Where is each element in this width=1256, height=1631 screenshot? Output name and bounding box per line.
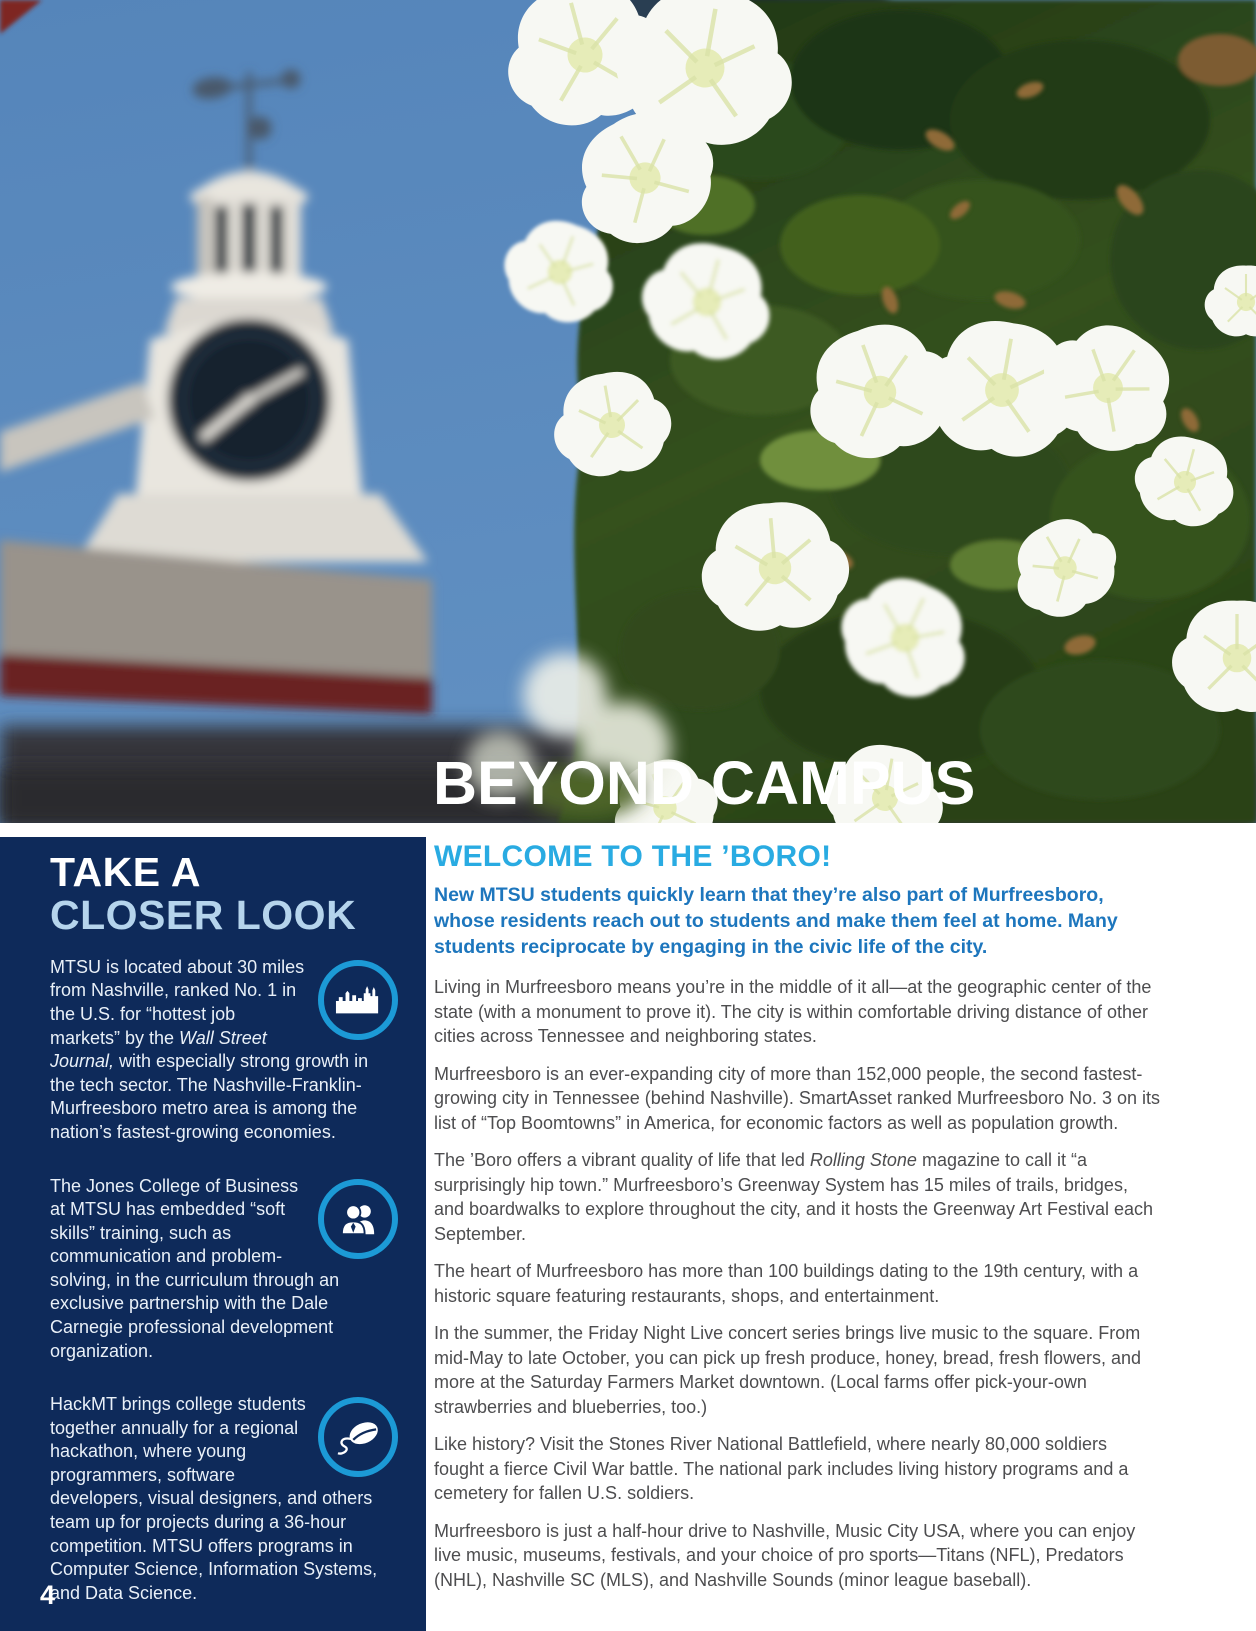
sidebar-title [50,851,398,938]
body-paragraph-2: Murfreesboro is an ever-expanding city of more than 152,000 people, the second fastest-growing city in Tennessee (behind Nashville). SmartAsset ranked Murfreesboro No. 3 on its list of “Top Boomtowns” in America, for economic factors as well as population growth. [434,1063,1161,1133]
sidebar [0,837,426,1631]
body-paragraph-1: Living in Murfreesboro means you’re in the middle of it all—at the geographic center of the state (with a monument to prove it). The city is within comfortable driving distance of other cities across Tennessee and neighboring states. [434,977,1152,1047]
sidebar-title-line2: CLOSER LOOK [50,892,357,939]
body-paragraph-3: The ’Boro offers a vibrant quality of life that led Rolling Stone magazine to call it “a surprisingly hip town.” Murfreesboro’s Greenway System has 15 miles of trails, bridges, and boardwalks to explore throughout the city, and it hosts the Greenway Art Festival each September. [434,1150,1154,1244]
sidebar-item-text: The Jones College of Business at MTSU has embedded “soft skills” training, such as communication and problem-solving, in the curriculum through an exclusive partnership with the Dale Carnegie professional development organization. [50,1175,340,1361]
main-heading: WELCOME TO THE ’BORO! [434,840,832,873]
body-paragraph-7: Murfreesboro is just a half-hour drive to Nashville, Music City USA, where you can enjoy live music, museums, festivals, and your choice of pro sports—Titans (NFL), Predators (NHL), Nashville SC (MLS), and Nashville Sounds (minor league baseball). [434,1520,1136,1590]
body-paragraph-4: The heart of Murfreesboro has more than 100 buildings dating to the 19th century, with a historic square featuring restaurants, shops, and entertainment. [434,1261,1139,1306]
intro-paragraph: New MTSU students quickly learn that they’re also part of Murfreesboro, whose residents reach out to students and make them feel at home. Many students reciprocate by engaging in the civic life of the city. [434,884,1118,959]
page-title: BEYOND CAMPUS [433,749,976,817]
main-article [434,840,1160,1605]
page-number: 4 [40,1580,56,1610]
sidebar-title-line1: TAKE A [50,849,202,895]
sidebar-item-text: HackMT brings college students together annually for a regional hackathon, where young programmers, software developers, visual designers, and others team up for projects during a 36-hour competition. MTSU offers programs in Computer Science, Information Systems, and Data Science. [50,1394,378,1603]
sidebar-item-text: MTSU is located about 30 miles from Nashville, ranked No. 1 in the U.S. for “hottest job markets” by the Wall Street Journal, with especially strong growth in the tech sector. The Nashville-Franklin-Murfreesboro metro area is among the nation’s fastest-growing economies. [50,956,369,1142]
body-paragraph-6: Like history? Visit the Stones River National Battlefield, where nearly 80,000 soldiers fought a fierce Civil War battle. The national park includes living history programs and a cemetery for fallen U.S. soldiers. [434,1434,1129,1504]
people-icon [318,1179,398,1259]
sidebar-item-nashville [50,956,398,1145]
computer-mouse-icon [318,1397,398,1477]
sidebar-item-jones-college [50,1175,398,1364]
sidebar-item-hackmt [50,1393,398,1605]
body-paragraph-5: In the summer, the Friday Night Live concert series brings live music to the square. From mid-May to late October, you can pick up fresh produce, honey, bread, fresh flowers, and more at the Saturday Farmers Market downtown. (Local farms offer pick-your-own strawberries and blueberries, too.) [434,1323,1142,1417]
city-skyline-icon [318,960,398,1040]
